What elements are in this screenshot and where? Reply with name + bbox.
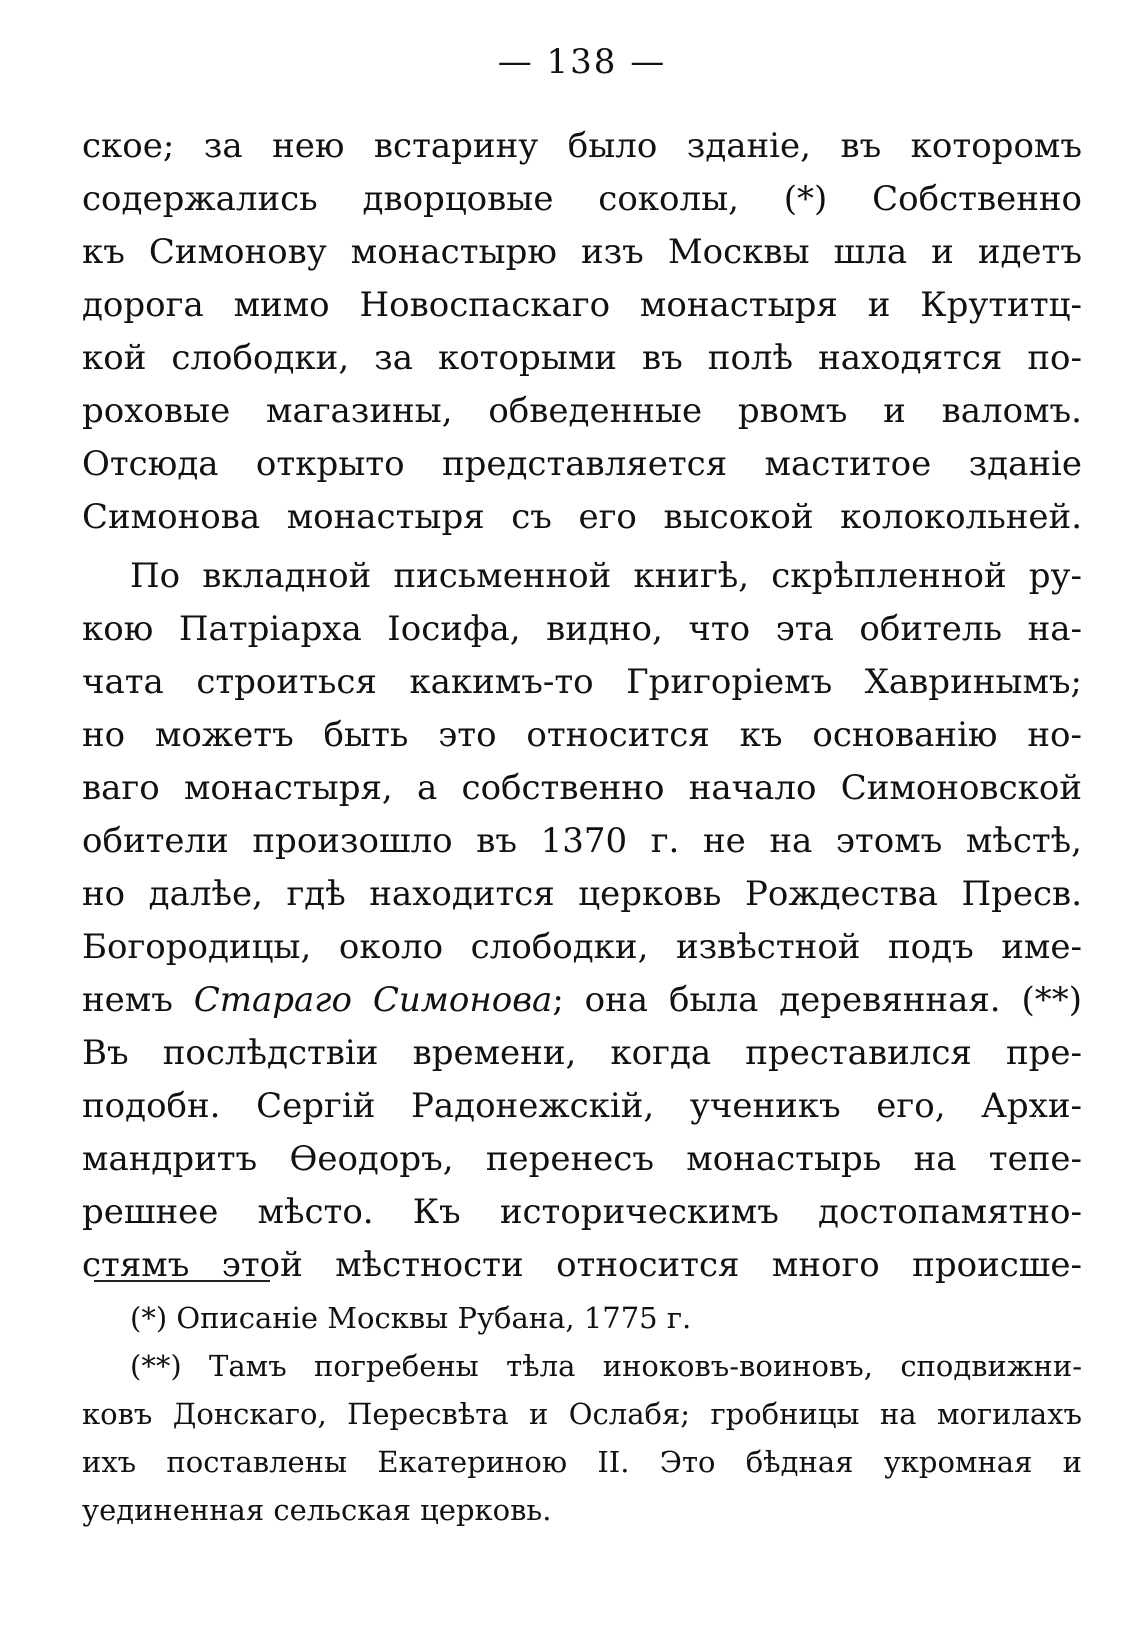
text-line: мандритъ Ѳеодоръ, перенесъ монастырь на тепе- — [82, 1139, 1082, 1179]
text-line: ское; за нею встарину было зданiе, въ которомъ — [82, 126, 1082, 166]
text-line: но можетъ быть это относится къ основанiю но- — [82, 715, 1082, 755]
main-text — [82, 120, 1082, 1292]
text-line: По вкладной письменной книгѣ, скрѣпленной ру- — [130, 556, 1082, 596]
page-number: — 138 — — [497, 42, 667, 82]
text-line: Богородицы, около слободки, извѣстной подъ име- — [82, 927, 1082, 967]
text-line: чата строиться какимъ-то Григорiемъ Хавринымъ; — [82, 662, 1082, 702]
text-line: стямъ этой мѣстности относится много происше- — [82, 1245, 1082, 1285]
footnote-2-line: ихъ поставлены Екатериною II. Это бѣдная укромная и — [82, 1445, 1082, 1479]
text-line-mixed — [82, 974, 1082, 1027]
book-page — [82, 34, 1082, 1594]
footnote-divider — [94, 1280, 270, 1282]
footnote-2-line: (**) Тамъ погребены тѣла иноковъ-воиновъ, сподвижни- — [130, 1349, 1082, 1383]
text-line: Въ послѣдствiи времени, когда преставился пре- — [82, 1033, 1082, 1073]
text-line: но далѣе, гдѣ находится церковь Рождества Пресв. — [82, 874, 1082, 914]
footnotes — [82, 1294, 1082, 1534]
footnote-2-line: уединенная сельская церковь. — [82, 1493, 552, 1527]
text-line: подобн. Сергiй Радонежскiй, ученикъ его, Архи- — [82, 1086, 1082, 1126]
text-line: содержались дворцовые соколы, (*) Собственно — [82, 179, 1082, 219]
footnote-1: (*) Описанiе Москвы Рубана, 1775 г. — [130, 1301, 692, 1335]
text-line: кою Патрiарха Iосифа, видно, что эта обитель на- — [82, 609, 1082, 649]
text-line: роховые магазины, обведенные рвомъ и валомъ. — [82, 391, 1082, 431]
text-line: обители произошло въ 1370 г. не на этомъ мѣстѣ, — [82, 821, 1082, 861]
text-line: дорога мимо Новоспаскаго монастыря и Крутитц- — [82, 285, 1082, 325]
footnote-2-line: ковъ Донскаго, Пересвѣта и Ослабя; гробницы на могилахъ — [82, 1397, 1082, 1431]
text-line: ваго монастыря, а собственно начало Симоновской — [82, 768, 1082, 808]
text-fragment: ; она была деревянная. (**) — [552, 980, 1082, 1020]
text-line: решнее мѣсто. Къ историческимъ достопамятно- — [82, 1192, 1082, 1232]
text-line: Симонова монастыря съ его высокой колокольней. — [82, 497, 1082, 537]
text-line: Отсюда открыто представляется маститое зданiе — [82, 444, 1082, 484]
text-line: къ Симонову монастырю изъ Москвы шла и идетъ — [82, 232, 1082, 272]
text-line: кой слободки, за которыми въ полѣ находятся по- — [82, 338, 1082, 378]
italic-name: Стараго Симонова — [193, 980, 553, 1020]
text-fragment: немъ — [82, 980, 173, 1020]
